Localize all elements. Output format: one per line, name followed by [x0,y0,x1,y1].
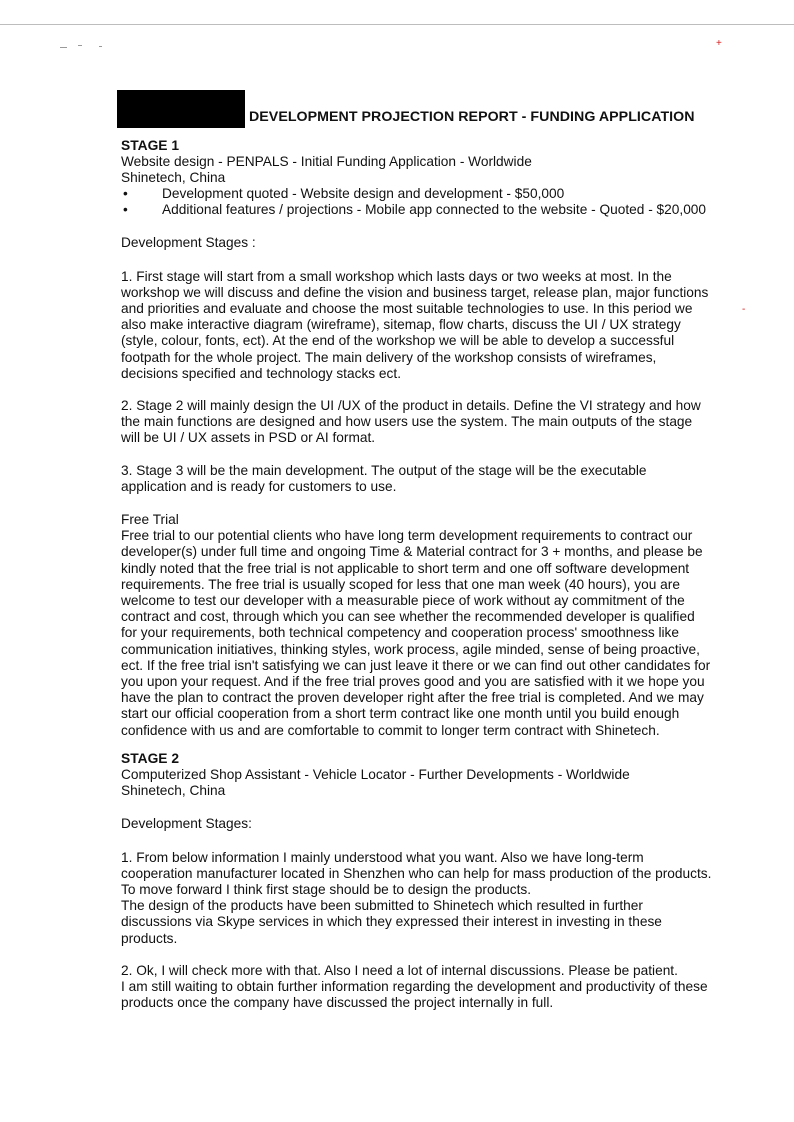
paragraph-line: ect. If the free trial isn't satisfying we can just leave it there or we can find out other candidates for [121,657,711,673]
paragraph-line: have the plan to contract the proven developer right after the free trial is completed. And we may [121,690,704,706]
bullet-item [121,186,751,202]
paragraph-line: application and is ready for customers to use. [121,478,397,494]
paragraph-line: workshop we will discuss and define the vision and business target, release plan, major functions [121,284,709,300]
stage-1-project-line: Website design - PENPALS - Initial Funding Application - Worldwide [121,154,532,169]
bullet-text: Development quoted - Website design and development - $50,000 [162,186,565,202]
paragraph-line: 3. Stage 3 will be the main development. The output of the stage will be the executable [121,462,647,478]
bullet-text: Additional features / projections - Mobile app connected to the website - Quoted - $20,000 [162,202,707,218]
scan-speck [78,45,82,46]
bullet-icon: • [123,202,128,218]
paragraph-line: and priorities and evaluate and choose the most suitable technologies to use. In this period we [121,301,693,317]
paragraph-line: 2. Ok, I will check more with that. Also I need a lot of internal discussions. Please be patient. [121,962,678,978]
stage-2-heading: STAGE 2 [121,750,180,766]
paragraph-line: the main functions are designed and how users use the system. The main outputs of the stage [121,414,693,430]
report-title: DEVELOPMENT PROJECTION REPORT - FUNDING APPLICATION [249,109,695,125]
stage-1-heading: STAGE 1 [121,138,180,153]
paragraph-line: start our official cooperation from a short term contract like one month until you build enough [121,706,680,722]
free-trial-paragraph [121,528,751,739]
stage-2-section [121,767,751,1011]
paragraph-line: cooperation manufacturer located in Shenzhen who can help for mass production of the products. [121,865,712,881]
paragraph-line: Free trial to our potential clients who have long term development requirements to contract our [121,528,693,544]
paragraph-line: decisions specified and technology stacks ect. [121,365,401,381]
paragraph-line: for your requirements, both technical competency and cooperation process' smoothness like [121,625,680,641]
paragraph-line: communication initiatives, thinking styles, work process, agile minded, sense of being proactive, [121,641,700,657]
stage-2-project-line: Computerized Shop Assistant - Vehicle Locator - Further Developments - Worldwide [121,766,630,782]
stage-1-company-line: Shinetech, China [121,170,226,186]
stage-2-paragraph-2 [121,963,751,1012]
paragraph-line: contract and cost, through which you can see whether the recommended developer is qualified [121,609,695,625]
stage-2-paragraph-1 [121,850,751,947]
document-header [117,90,751,128]
scan-speck [60,47,67,48]
paragraph-line: confidence with us and are comfortable to commit to longer term contract with Shinetech. [121,722,660,738]
red-pen-mark: - [742,304,746,315]
paragraph-line: (style, colour, fonts, ect). At the end of the workshop we will be able to develop a successful [121,333,675,349]
paragraph-line: To move forward I think first stage should be to design the products. [121,881,532,897]
stage-1-paragraph-2 [121,398,751,447]
paragraph-line: welcome to test our developer with a measurable piece of work without ay commitment of the [121,593,685,609]
paragraph-line: I am still waiting to obtain further information regarding the development and productivity of these [121,978,708,994]
paragraph-line: you upon your request. And if the free trial proves good and you are satisfied with it we hope you [121,674,705,690]
stage-1-paragraph-3 [121,463,751,495]
paragraph-line: 1. From below information I mainly understood what you want. Also we have long-term [121,849,644,865]
development-stages-label: Development Stages : [121,235,256,251]
paragraph-line: requirements. The free trial is usually scoped for less that one man week (40 hours), you are [121,576,680,592]
scan-edge-line [0,24,794,25]
stage-2-company-line: Shinetech, China [121,783,226,799]
paragraph-line: footpath for the whole project. The main delivery of the workshop consists of wireframes, [121,349,657,365]
free-trial-label: Free Trial [121,512,179,528]
paragraph-line: developer(s) under full time and ongoing Time & Material contract for 3 + months, and please be [121,544,703,560]
paragraph-line: discussions via Skype services in which they expressed their interest in investing in these [121,914,662,930]
paragraph-line: The design of the products have been submitted to Shinetech which resulted in further [121,898,643,914]
paragraph-line: will be UI / UX assets in PSD or AI format. [121,430,376,446]
stage-1-paragraph-1 [121,269,751,382]
scan-speck [99,46,102,47]
paragraph-line: 2. Stage 2 will mainly design the UI /UX of the product in details. Define the VI strategy and how [121,398,701,414]
paragraph-line: products. [121,930,178,946]
stage-1-section [121,154,751,739]
bullet-icon: • [123,186,128,202]
paragraph-line: products once the company have discussed the project internally in full. [121,995,554,1011]
document-page [121,90,751,1011]
red-pen-mark: + [716,38,722,49]
redacted-block [117,90,245,128]
paragraph-line: 1. First stage will start from a small workshop which lasts days or two weeks at most. In the [121,268,672,284]
development-stages-label: Development Stages: [121,816,252,832]
bullet-item [121,202,751,218]
paragraph-line: kindly noted that the free trial is not applicable to short term and one off software development [121,560,690,576]
paragraph-line: also make interactive diagram (wireframe), sitemap, flow charts, discuss the UI / UX strategy [121,317,681,333]
